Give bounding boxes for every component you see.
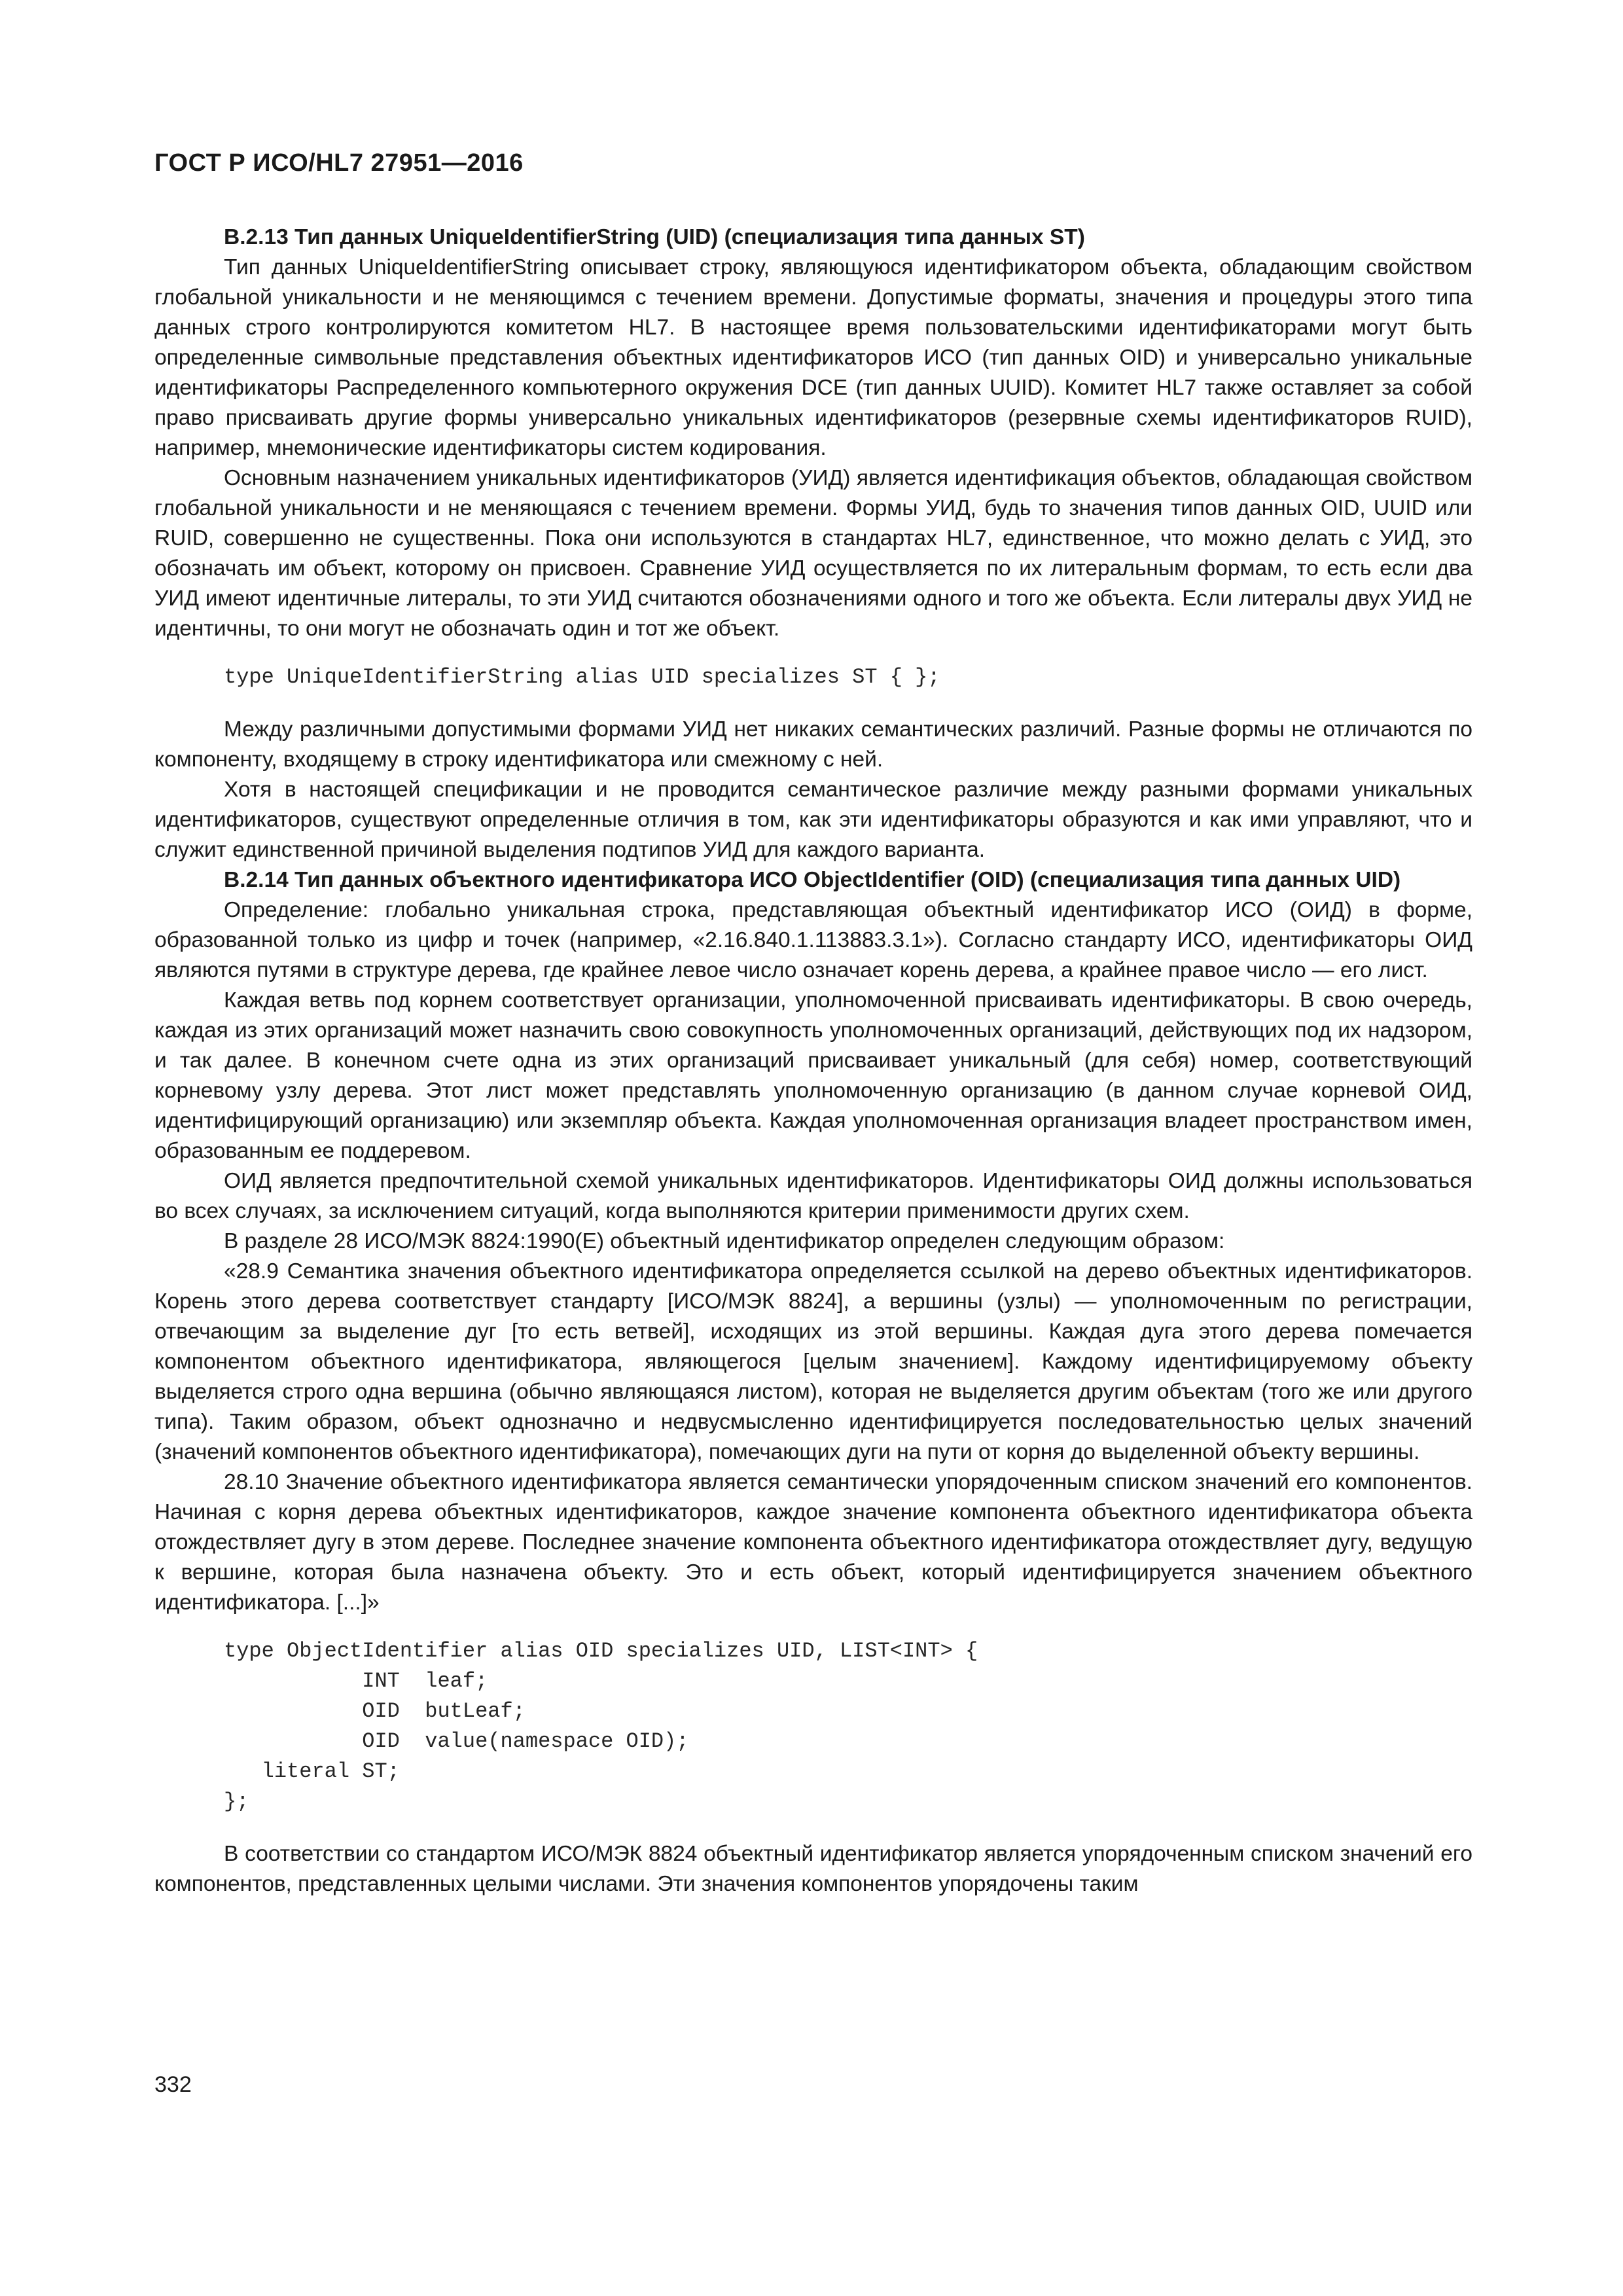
quote-paragraph: «28.9 Семантика значения объектного идентификатора определяется ссылкой на дерево объектных идентификаторов. Корень этого дерева соответствует стандарту [ИСО/МЭК 8824], а вершины (узлы) — уполномоченным по регистрации, отвечающим за выделение дуг [то есть ветвей], исходящих из этой вершины. Каждая дуга этого дерева помечается компонентом объектного идентификатора, являющегося [целым значением]. Каждому идентифицируемому объекту выделяется строго одна вершина (обычно являющаяся листом), которая не выделяется другим объектам (того же или другого типа). Таким образом, объект однозначно и недвусмысленно идентифицируется последовательностью целых значений (значений компонентов объектного идентификатора), помечающих дуги на пути от корня до выделенной объекту вершины. bbox=[154, 1259, 1472, 1464]
code-block-oid: type ObjectIdentifier alias OID specializes UID, LIST<INT> { INT leaf; OID butLeaf; OID value(namespace OID); literal ST; }; bbox=[224, 1639, 978, 1814]
document-body bbox=[154, 223, 1472, 1899]
section-heading-b-2-14: В.2.14 Тип данных объектного идентификатора ИСО ObjectIdentifier (OID) (специализация типа данных UID) bbox=[224, 868, 1401, 892]
section-heading-b-2-13: В.2.13 Тип данных UniqueIdentifierString (UID) (специализация типа данных ST) bbox=[224, 225, 1085, 249]
code-block-uid: type UniqueIdentifierString alias UID specializes ST { }; bbox=[224, 665, 940, 689]
paragraph: Определение: глобально уникальная строка, представляющая объектный идентификатор ИСО (ОИД) в форме, образованной только из цифр и точек (например, «2.16.840.1.113883.3.1»). Согласно стандарту ИСО, идентификаторы ОИД являются путями в структуре дерева, где крайнее левое число означает корень дерева, а крайнее правое число — его лист. bbox=[154, 898, 1472, 982]
paragraph: В разделе 28 ИСО/МЭК 8824:1990(E) объектный идентификатор определен следующим образом: bbox=[224, 1229, 1225, 1253]
paragraph: Хотя в настоящей спецификации и не проводится семантическое различие между разными формами уникальных идентификаторов, существуют определенные отличия в том, как эти идентификаторы образуются и как ими управляют, что и служит единственной причиной выделения подтипов УИД для каждого варианта. bbox=[154, 778, 1472, 862]
quote-paragraph: 28.10 Значение объектного идентификатора является семантически упорядоченным списком значений его компонентов. Начиная с корня дерева объектных идентификаторов, каждое значение компонента объектного идентификатора объекта отождествляет дугу в этом дереве. Последнее значение компонента объектного идентификатора отождествляет дугу, ведущую к вершине, которая была назначена объекту. Это и есть объект, который идентифицируется значением объектного идентификатора. [...]» bbox=[154, 1470, 1472, 1615]
paragraph: ОИД является предпочтительной схемой уникальных идентификаторов. Идентификаторы ОИД должны использоваться во всех случаях, за исключением ситуаций, когда выполняются критерии применимости других схем. bbox=[154, 1169, 1472, 1223]
page-number: 332 bbox=[154, 2072, 192, 2097]
paragraph: Основным назначением уникальных идентификаторов (УИД) является идентификация объектов, обладающая свойством глобальной уникальности и не меняющаяся с течением времени. Формы УИД, будь то значения типов данных OID, UUID или RUID, совершенно не существенны. Пока они используются в стандартах HL7, единственное, что можно делать с УИД, это обозначать им объект, которому он присвоен. Сравнение УИД осуществляется по их литеральным формам, то есть если два УИД имеют идентичные литералы, то эти УИД считаются обозначениями одного и того же объекта. Если литералы двух УИД не идентичны, то они могут не обозначать один и тот же объект. bbox=[154, 466, 1472, 641]
paragraph: Между различными допустимыми формами УИД нет никаких семантических различий. Разные формы не отличаются по компоненту, входящему в строку идентификатора или смежному с ней. bbox=[154, 717, 1472, 772]
document-header: ГОСТ Р ИСО/HL7 27951—2016 bbox=[154, 149, 524, 177]
paragraph: Каждая ветвь под корнем соответствует организации, уполномоченной присваивать идентификаторы. В свою очередь, каждая из этих организаций может назначить свою совокупность уполномоченных организаций, действующих под их надзором, и так далее. В конечном счете одна из этих организаций присваивает уникальный (для себя) номер, соответствующий корневому узлу дерева. Этот лист может представлять уполномоченную организацию (в данном случае корневой ОИД, идентифицирующий организацию) или экземпляр объекта. Каждая уполномоченная организация владеет пространством имен, образованным ее поддеревом. bbox=[154, 988, 1472, 1163]
paragraph: Тип данных UniqueIdentifierString описывает строку, являющуюся идентификатором объекта, обладающим свойством глобальной уникальности и не меняющимся с течением времени. Допустимые форматы, значения и процедуры этого типа данных строго контролируются комитетом HL7. В настоящее время пользовательскими идентификаторами могут быть определенные символьные представления объектных идентификаторов ИСО (тип данных OID) и универсально уникальные идентификаторы Распределенного компьютерного окружения DCE (тип данных UUID). Комитет HL7 также оставляет за собой право присваивать другие формы универсально уникальных идентификаторов (резервные схемы идентификаторов RUID), например, мнемонические идентификаторы систем кодирования. bbox=[154, 255, 1472, 460]
paragraph: В соответствии со стандартом ИСО/МЭК 8824 объектный идентификатор является упорядоченным списком значений его компонентов, представленных целыми числами. Эти значения компонентов упорядочены таким bbox=[154, 1842, 1472, 1896]
